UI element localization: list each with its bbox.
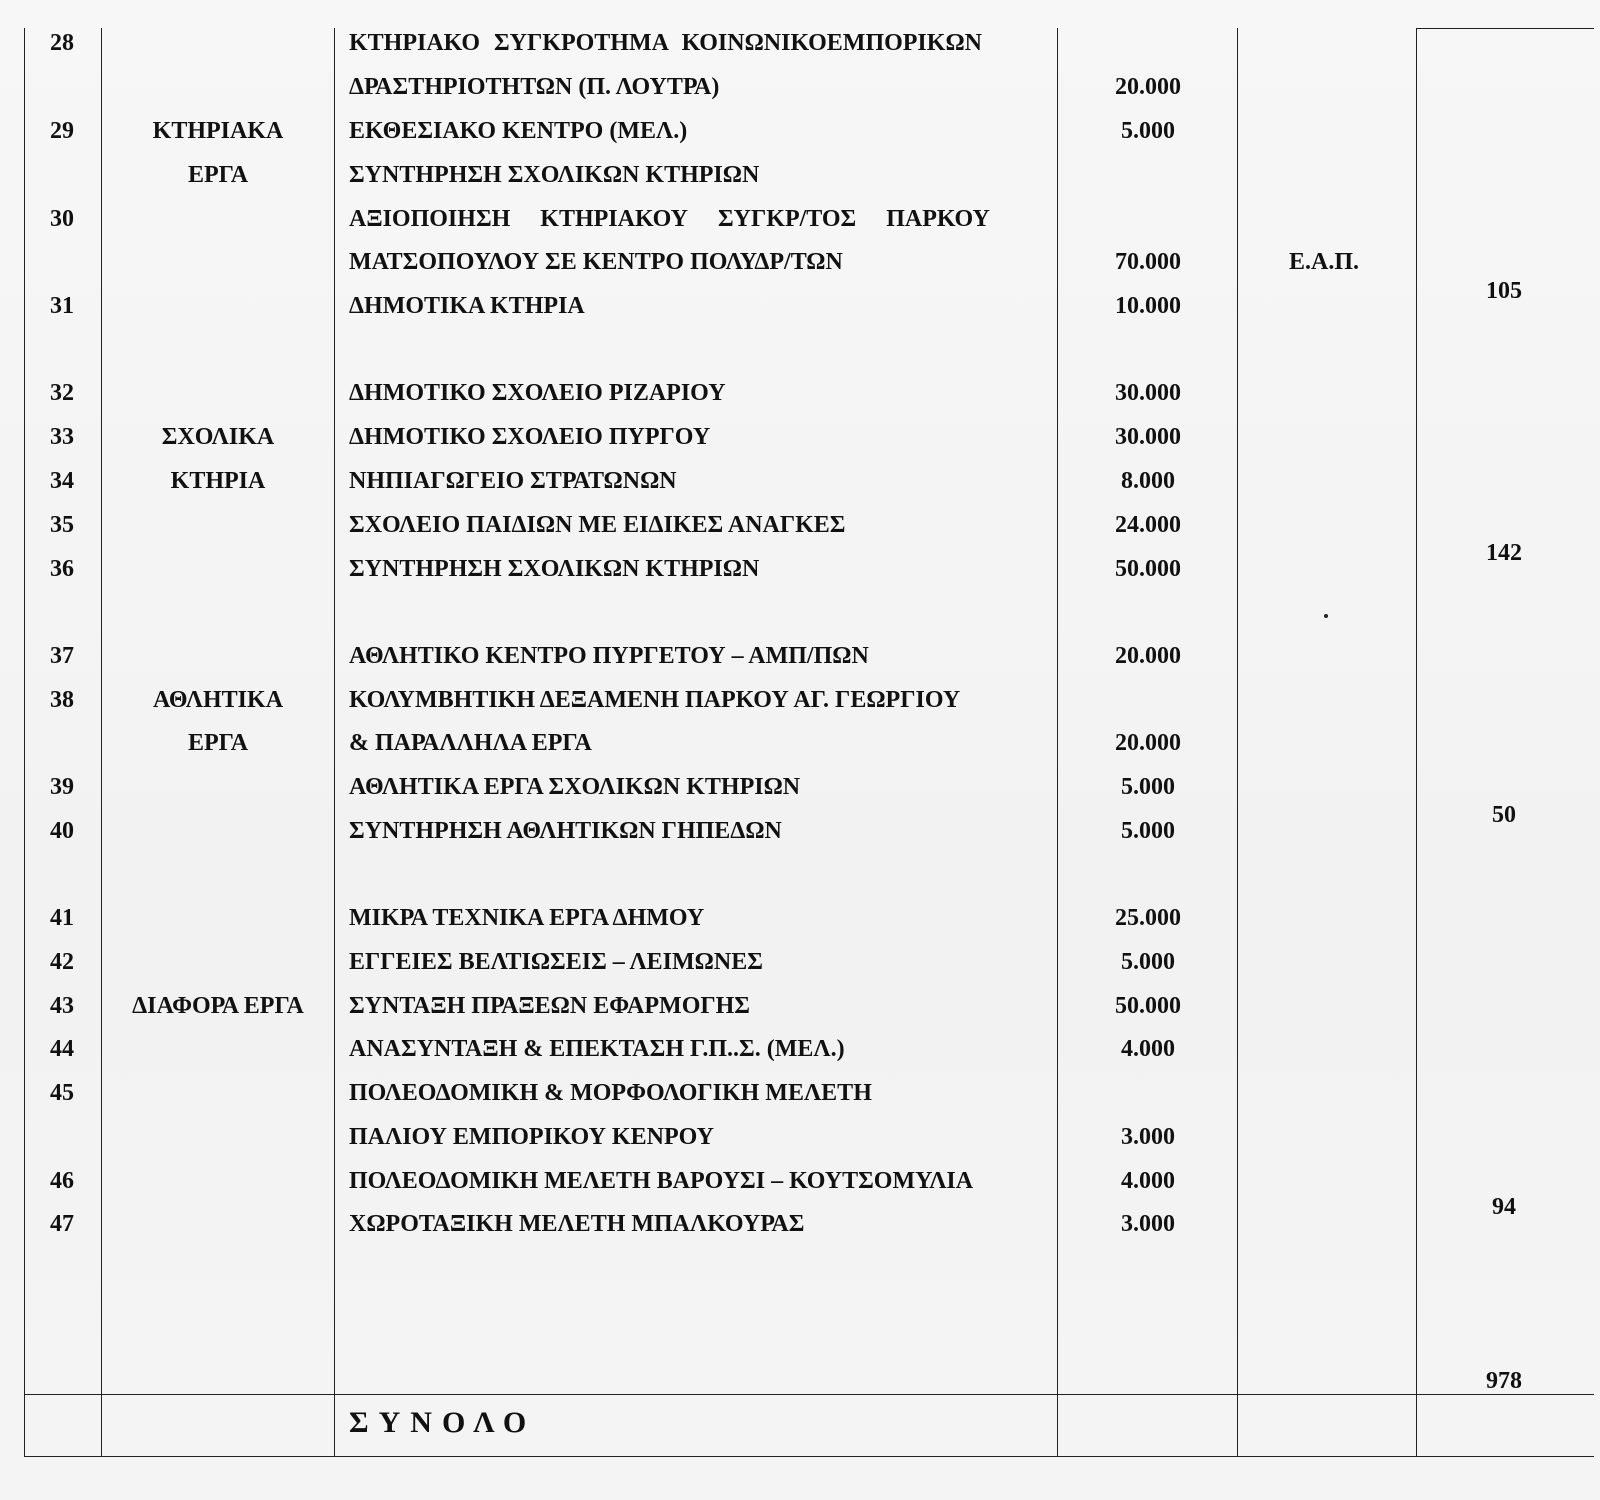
work-description: ΣΥΝΤΗΡΗΣΗ ΑΘΛΗΤΙΚΩΝ ΓΗΠΕΔΩΝ xyxy=(349,818,782,844)
work-description: ΑΝΑΣΥΝΤΑΞΗ & ΕΠΕΚΤΑΣΗ Γ.Π..Σ. (ΜΕΛ.) xyxy=(349,1036,845,1062)
row-number: 36 xyxy=(50,556,74,582)
work-amount: 20.000 xyxy=(1115,643,1181,669)
agency-label: Ε.Α.Π. xyxy=(1289,249,1360,275)
subtotal-value: 105 xyxy=(1486,278,1522,304)
work-description: ΕΓΓΕΙΕΣ ΒΕΛΤΙΩΣΕΙΣ – ΛΕΙΜΩΝΕΣ xyxy=(349,949,763,975)
column-divider xyxy=(101,28,102,1456)
category-label: ΚΤΗΡΙΑΚΑ xyxy=(152,118,284,144)
row-number: 41 xyxy=(50,905,74,931)
work-description: ΣΥΝΤΗΡΗΣΗ ΣΧΟΛΙΚΩΝ ΚΤΗΡΙΩΝ xyxy=(349,162,760,188)
row-number: 42 xyxy=(50,949,74,975)
work-amount: 5.000 xyxy=(1121,818,1175,844)
work-amount: 30.000 xyxy=(1115,380,1181,406)
work-description: ΔΗΜΟΤΙΚΑ ΚΤΗΡΙΑ xyxy=(349,293,585,319)
column-divider xyxy=(1237,28,1238,1456)
work-amount: 30.000 xyxy=(1115,424,1181,450)
category-label: ΚΤΗΡΙΑ xyxy=(170,468,266,494)
work-amount: 24.000 xyxy=(1115,512,1181,538)
row-number: 33 xyxy=(50,424,74,450)
row-number: 31 xyxy=(50,293,74,319)
work-description: ΝΗΠΙΑΓΩΓΕΙΟ ΣΤΡΑΤΩΝΩΝ xyxy=(349,468,677,494)
work-description: & ΠΑΡΑΛΛΗΛΑ ΕΡΓΑ xyxy=(349,730,592,756)
row-number: 35 xyxy=(50,512,74,538)
work-amount: 4.000 xyxy=(1121,1036,1175,1062)
total-value: 978 xyxy=(1486,1368,1522,1394)
work-amount: 3.000 xyxy=(1121,1211,1175,1237)
work-amount: 4.000 xyxy=(1121,1168,1175,1194)
work-description: ΜΑΤΣΟΠΟΥΛΟΥ ΣΕ ΚΕΝΤΡΟ ΠΟΛΥΔΡ/ΤΩΝ xyxy=(349,249,843,275)
table-border-bottom xyxy=(24,1456,1594,1457)
work-amount: 20.000 xyxy=(1115,74,1181,100)
work-description: ΣΧΟΛΕΙΟ ΠΑΙΔΙΩΝ ΜΕ ΕΙΔΙΚΕΣ ΑΝΑΓΚΕΣ xyxy=(349,512,846,538)
work-description: ΑΘΛΗΤΙΚΟ ΚΕΝΤΡΟ ΠΥΡΓΕΤΟΥ – ΑΜΠ/ΠΩΝ xyxy=(349,643,869,669)
row-number: 45 xyxy=(50,1080,74,1106)
subtotal-value: 50 xyxy=(1492,802,1516,828)
work-description: ΚΟΛΥΜΒΗΤΙΚΗ ΔΕΞΑΜΕΝΗ ΠΑΡΚΟΥ ΑΓ. ΓΕΩΡΓΙΟΥ xyxy=(349,687,961,713)
works-table xyxy=(24,28,1594,1456)
work-amount: 5.000 xyxy=(1121,949,1175,975)
work-amount: 8.000 xyxy=(1121,468,1175,494)
work-amount: 5.000 xyxy=(1121,118,1175,144)
work-description: ΠΟΛΕΟΔΟΜΙΚΗ & ΜΟΡΦΟΛΟΓΙΚΗ ΜΕΛΕΤΗ xyxy=(349,1080,872,1106)
work-description: ΑΞΙΟΠΟΙΗΣΗ ΚΤΗΡΙΑΚΟΥ ΣΥΓΚΡ/ΤΟΣ ΠΑΡΚΟΥ xyxy=(349,206,990,232)
work-description: ΔΗΜΟΤΙΚΟ ΣΧΟΛΕΙΟ ΠΥΡΓΟΥ xyxy=(349,424,711,450)
row-number: 43 xyxy=(50,993,74,1019)
row-number: 47 xyxy=(50,1211,74,1237)
table-border-left xyxy=(24,28,25,1456)
row-number: 40 xyxy=(50,818,74,844)
row-number: 37 xyxy=(50,643,74,669)
stray-dot xyxy=(1324,614,1328,618)
work-description: ΣΥΝΤΗΡΗΣΗ ΣΧΟΛΙΚΩΝ ΚΤΗΡΙΩΝ xyxy=(349,556,760,582)
row-number: 28 xyxy=(50,30,74,56)
row-number: 29 xyxy=(50,118,74,144)
work-amount: 3.000 xyxy=(1121,1124,1175,1150)
work-amount: 70.000 xyxy=(1115,249,1181,275)
work-description: ΑΘΛΗΤΙΚΑ ΕΡΓΑ ΣΧΟΛΙΚΩΝ ΚΤΗΡΙΩΝ xyxy=(349,774,801,800)
subtotal-value: 94 xyxy=(1492,1194,1516,1220)
row-number: 46 xyxy=(50,1168,74,1194)
category-label: ΕΡΓΑ xyxy=(187,162,249,188)
row-number: 44 xyxy=(50,1036,74,1062)
row-number: 32 xyxy=(50,380,74,406)
row-number: 38 xyxy=(50,687,74,713)
work-amount: 5.000 xyxy=(1121,774,1175,800)
column-divider xyxy=(1416,28,1417,1456)
total-label: ΣΥΝΟΛΟ xyxy=(349,1406,537,1439)
work-amount: 25.000 xyxy=(1115,905,1181,931)
work-description: ΧΩΡΟΤΑΞΙΚΗ ΜΕΛΕΤΗ ΜΠΑΛΚΟΥΡΑΣ xyxy=(349,1211,805,1237)
work-description: ΠΑΛΙΟΥ ΕΜΠΟΡΙΚΟΥ ΚΕΝΡΟΥ xyxy=(349,1124,714,1150)
work-description: ΕΚΘΕΣΙΑΚΟ ΚΕΝΤΡΟ (ΜΕΛ.) xyxy=(349,118,688,144)
table-border-top-right xyxy=(1416,28,1594,29)
work-description: ΔΡΑΣΤΗΡΙΟΤΗΤΩΝ (Π. ΛΟΥΤΡΑ) xyxy=(349,74,720,100)
work-description: ΣΥΝΤΑΞΗ ΠΡΑΞΕΩΝ ΕΦΑΡΜΟΓΗΣ xyxy=(349,993,750,1019)
work-description: ΜΙΚΡΑ ΤΕΧΝΙΚΑ ΕΡΓΑ ΔΗΜΟΥ xyxy=(349,905,705,931)
work-amount: 50.000 xyxy=(1115,556,1181,582)
category-label: ΑΘΛΗΤΙΚΑ xyxy=(152,687,284,713)
work-amount: 10.000 xyxy=(1115,293,1181,319)
subtotal-value: 142 xyxy=(1486,540,1522,566)
total-row-divider xyxy=(24,1394,1594,1395)
work-amount: 50.000 xyxy=(1115,993,1181,1019)
work-description: ΠΟΛΕΟΔΟΜΙΚΗ ΜΕΛΕΤΗ ΒΑΡΟΥΣΙ – ΚΟΥΤΣΟΜΥΛΙΑ xyxy=(349,1168,974,1194)
work-description: ΚΤΗΡΙΑΚΟ ΣΥΓΚΡΟΤΗΜΑ ΚΟΙΝΩΝΙΚΟΕΜΠΟΡΙΚΩΝ xyxy=(349,30,982,56)
work-amount: 20.000 xyxy=(1115,730,1181,756)
row-number: 30 xyxy=(50,206,74,232)
row-number: 34 xyxy=(50,468,74,494)
column-divider xyxy=(1057,28,1058,1456)
work-description: ΔΗΜΟΤΙΚΟ ΣΧΟΛΕΙΟ ΡΙΖΑΡΙΟΥ xyxy=(349,380,726,406)
category-label: ΔΙΑΦΟΡΑ ΕΡΓΑ xyxy=(132,993,304,1019)
category-label: ΣΧΟΛΙΚΑ xyxy=(161,424,275,450)
row-number: 39 xyxy=(50,774,74,800)
column-divider xyxy=(334,28,335,1456)
category-label: ΕΡΓΑ xyxy=(187,730,249,756)
